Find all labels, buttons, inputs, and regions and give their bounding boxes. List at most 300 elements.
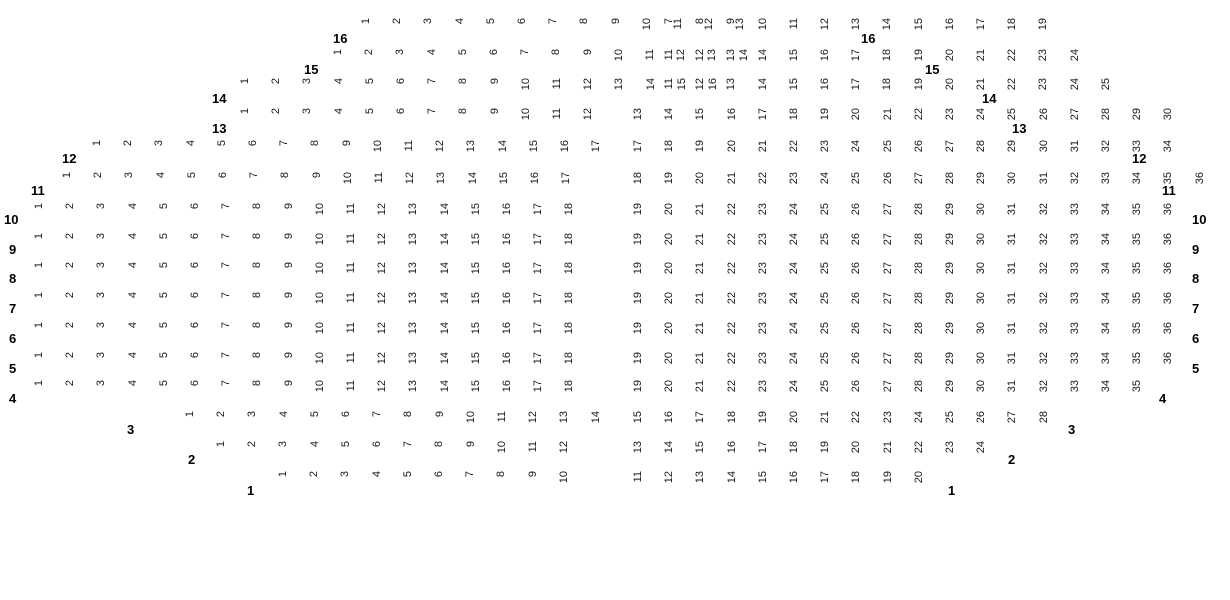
seat[interactable]: 3 (339, 471, 351, 478)
seat[interactable]: 8 (251, 262, 263, 269)
seat[interactable]: 6 (189, 322, 201, 329)
seat[interactable]: 12 (376, 262, 388, 275)
seat[interactable]: 12 (558, 441, 570, 454)
seat[interactable]: 7 (248, 172, 260, 179)
seat[interactable]: 20 (663, 352, 675, 365)
seat[interactable]: 16 (501, 322, 513, 335)
seat[interactable]: 5 (364, 78, 376, 85)
seat[interactable]: 3 (301, 78, 313, 85)
seat[interactable]: 26 (882, 172, 894, 185)
seat[interactable]: 16 (559, 140, 571, 153)
seat[interactable]: 1 (33, 322, 45, 329)
seat[interactable]: 2 (64, 233, 76, 240)
seat[interactable]: 10 (314, 292, 326, 305)
seat[interactable]: 8 (433, 441, 445, 448)
seat[interactable]: 33 (1069, 352, 1081, 365)
seat[interactable]: 29 (944, 322, 956, 335)
seat[interactable]: 22 (726, 292, 738, 305)
seat[interactable]: 8 (251, 322, 263, 329)
seat[interactable]: 6 (488, 49, 500, 56)
seat[interactable]: 4 (426, 49, 438, 56)
seat[interactable]: 27 (882, 380, 894, 393)
seat[interactable]: 12 (434, 140, 446, 153)
seat[interactable]: 24 (788, 233, 800, 246)
seat[interactable]: 15 (528, 140, 540, 153)
seat[interactable]: 14 (757, 78, 769, 91)
seat[interactable]: 24 (1069, 78, 1081, 91)
seat[interactable]: 3 (95, 203, 107, 210)
seat[interactable]: 22 (1006, 49, 1018, 62)
seat[interactable]: 30 (1038, 140, 1050, 153)
seat[interactable]: 10 (520, 108, 532, 121)
seat[interactable]: 12 (582, 78, 594, 91)
seat[interactable]: 2 (122, 140, 134, 147)
seat[interactable]: 14 (467, 172, 479, 185)
seat[interactable]: 4 (127, 322, 139, 329)
seat[interactable]: 12 (376, 322, 388, 335)
seat[interactable]: 13 (407, 322, 419, 335)
seat[interactable]: 11 (551, 108, 563, 120)
seat[interactable]: 8 (457, 78, 469, 85)
seat[interactable]: 15 (676, 78, 688, 91)
seat[interactable]: 1 (239, 78, 251, 85)
seat[interactable]: 17 (532, 322, 544, 335)
seat[interactable]: 25 (819, 380, 831, 393)
seat[interactable]: 16 (501, 352, 513, 365)
seat[interactable]: 21 (694, 292, 706, 305)
seat[interactable]: 15 (913, 18, 925, 31)
seat[interactable]: 8 (495, 471, 507, 478)
seat[interactable]: 6 (189, 352, 201, 359)
seat[interactable]: 16 (944, 18, 956, 31)
seat[interactable]: 35 (1131, 322, 1143, 335)
seat[interactable]: 30 (975, 233, 987, 246)
seat[interactable]: 6 (340, 411, 352, 418)
seat[interactable]: 10 (520, 78, 532, 91)
seat[interactable]: 21 (975, 49, 987, 62)
seat[interactable]: 28 (1038, 411, 1050, 424)
seat[interactable]: 20 (663, 322, 675, 335)
seat[interactable]: 14 (497, 140, 509, 153)
seat[interactable]: 4 (127, 203, 139, 210)
seat[interactable]: 13 (613, 78, 625, 91)
seat[interactable]: 6 (247, 140, 259, 147)
seat[interactable]: 11 (403, 140, 415, 152)
seat[interactable]: 22 (1006, 78, 1018, 91)
seat[interactable]: 2 (391, 18, 403, 25)
seat[interactable]: 10 (496, 441, 508, 454)
seat[interactable]: 16 (819, 78, 831, 91)
seat[interactable]: 18 (788, 108, 800, 121)
seat[interactable]: 2 (92, 172, 104, 179)
seat[interactable]: 11 (496, 411, 508, 423)
seat[interactable]: 7 (278, 140, 290, 147)
seat[interactable]: 13 (632, 441, 644, 454)
seat[interactable]: 11 (345, 233, 357, 245)
seat[interactable]: 31 (1006, 203, 1018, 216)
seat[interactable]: 10 (314, 233, 326, 246)
seat[interactable]: 36 (1162, 352, 1174, 365)
seat[interactable]: 36 (1162, 233, 1174, 246)
seat[interactable]: 21 (694, 262, 706, 275)
seat[interactable]: 8 (251, 233, 263, 240)
seat[interactable]: 31 (1006, 380, 1018, 393)
seat[interactable]: 16 (501, 262, 513, 275)
seat[interactable]: 17 (532, 262, 544, 275)
seat[interactable]: 19 (632, 380, 644, 393)
seat[interactable]: 27 (913, 172, 925, 185)
seat[interactable]: 16 (501, 292, 513, 305)
seat[interactable]: 11 (345, 352, 357, 364)
seat[interactable]: 35 (1131, 203, 1143, 216)
seat[interactable]: 4 (127, 233, 139, 240)
seat[interactable]: 15 (788, 78, 800, 91)
seat[interactable]: 18 (726, 411, 738, 424)
seat[interactable]: 6 (371, 441, 383, 448)
seat[interactable]: 5 (186, 172, 198, 179)
seat[interactable]: 7 (426, 108, 438, 115)
seat[interactable]: 2 (64, 352, 76, 359)
seat[interactable]: 20 (663, 292, 675, 305)
seat[interactable]: 5 (340, 441, 352, 448)
seat[interactable]: 2 (270, 108, 282, 115)
seat[interactable]: 20 (663, 380, 675, 393)
seat[interactable]: 16 (501, 203, 513, 216)
seat[interactable]: 4 (454, 18, 466, 25)
seat[interactable]: 2 (363, 49, 375, 56)
seat[interactable]: 25 (819, 203, 831, 216)
seat[interactable]: 29 (944, 262, 956, 275)
seat[interactable]: 5 (485, 18, 497, 25)
seat[interactable]: 35 (1131, 262, 1143, 275)
seat[interactable]: 1 (33, 292, 45, 299)
seat[interactable]: 4 (278, 411, 290, 418)
seat[interactable]: 22 (726, 262, 738, 275)
seat[interactable]: 9 (725, 18, 737, 25)
seat[interactable]: 35 (1162, 172, 1174, 185)
seat[interactable]: 20 (663, 262, 675, 275)
seat[interactable]: 20 (726, 140, 738, 153)
seat[interactable]: 36 (1162, 262, 1174, 275)
seat[interactable]: 17 (694, 411, 706, 424)
seat[interactable]: 4 (155, 172, 167, 179)
seat[interactable]: 11 (672, 18, 684, 30)
seat[interactable]: 19 (632, 262, 644, 275)
seat[interactable]: 5 (402, 471, 414, 478)
seat[interactable]: 6 (395, 108, 407, 115)
seat[interactable]: 20 (694, 172, 706, 185)
seat[interactable]: 2 (64, 292, 76, 299)
seat[interactable]: 16 (501, 380, 513, 393)
seat[interactable]: 36 (1194, 172, 1206, 185)
seat[interactable]: 23 (757, 262, 769, 275)
seat[interactable]: 32 (1038, 352, 1050, 365)
seat[interactable]: 34 (1100, 203, 1112, 216)
seat[interactable]: 35 (1131, 292, 1143, 305)
seat[interactable]: 5 (158, 380, 170, 387)
seat[interactable]: 23 (757, 292, 769, 305)
seat[interactable]: 20 (788, 411, 800, 424)
seat[interactable]: 15 (694, 108, 706, 121)
seat[interactable]: 17 (532, 380, 544, 393)
seat[interactable]: 29 (1006, 140, 1018, 153)
seat[interactable]: 27 (1006, 411, 1018, 424)
seat[interactable]: 7 (220, 233, 232, 240)
seat[interactable]: 33 (1069, 322, 1081, 335)
seat[interactable]: 30 (975, 292, 987, 305)
seat[interactable]: 7 (220, 380, 232, 387)
seat[interactable]: 32 (1038, 233, 1050, 246)
seat[interactable]: 8 (309, 140, 321, 147)
seat[interactable]: 17 (532, 203, 544, 216)
seat[interactable]: 11 (345, 322, 357, 334)
seat[interactable]: 7 (220, 352, 232, 359)
seat[interactable]: 8 (457, 108, 469, 115)
seat[interactable]: 1 (33, 233, 45, 240)
seat[interactable]: 14 (726, 471, 738, 484)
seat[interactable]: 20 (850, 108, 862, 121)
seat[interactable]: 24 (788, 352, 800, 365)
seat[interactable]: 28 (913, 292, 925, 305)
seat[interactable]: 18 (788, 441, 800, 454)
seat[interactable]: 5 (309, 411, 321, 418)
seat[interactable]: 26 (975, 411, 987, 424)
seat[interactable]: 25 (1006, 108, 1018, 121)
seat[interactable]: 13 (558, 411, 570, 424)
seat[interactable]: 14 (439, 292, 451, 305)
seat[interactable]: 20 (663, 203, 675, 216)
seat[interactable]: 24 (913, 411, 925, 424)
seat[interactable]: 17 (975, 18, 987, 31)
seat[interactable]: 18 (663, 140, 675, 153)
seat[interactable]: 31 (1006, 352, 1018, 365)
seat[interactable]: 8 (578, 18, 590, 25)
seat[interactable]: 21 (694, 380, 706, 393)
seat[interactable]: 3 (246, 411, 258, 418)
seat[interactable]: 10 (465, 411, 477, 424)
seat[interactable]: 18 (563, 292, 575, 305)
seat[interactable]: 3 (95, 262, 107, 269)
seat[interactable]: 15 (470, 262, 482, 275)
seat[interactable]: 3 (301, 108, 313, 115)
seat[interactable]: 9 (527, 471, 539, 478)
seat[interactable]: 23 (944, 108, 956, 121)
seat[interactable]: 29 (944, 203, 956, 216)
seat[interactable]: 17 (560, 172, 572, 185)
seat[interactable]: 4 (127, 262, 139, 269)
seat[interactable]: 21 (694, 203, 706, 216)
seat[interactable]: 3 (153, 140, 165, 147)
seat[interactable]: 6 (433, 471, 445, 478)
seat[interactable]: 13 (632, 108, 644, 121)
seat[interactable]: 13 (407, 203, 419, 216)
seat[interactable]: 27 (882, 322, 894, 335)
seat[interactable]: 22 (913, 108, 925, 121)
seat[interactable]: 15 (694, 441, 706, 454)
seat[interactable]: 22 (913, 441, 925, 454)
seat[interactable]: 14 (757, 49, 769, 62)
seat[interactable]: 30 (975, 262, 987, 275)
seat[interactable]: 3 (95, 380, 107, 387)
seat[interactable]: 20 (850, 441, 862, 454)
seat[interactable]: 24 (1069, 49, 1081, 62)
seat[interactable]: 11 (345, 380, 357, 392)
seat[interactable]: 11 (788, 18, 800, 30)
seat[interactable]: 4 (127, 352, 139, 359)
seat[interactable]: 36 (1162, 322, 1174, 335)
seat[interactable]: 3 (422, 18, 434, 25)
seat[interactable]: 33 (1069, 203, 1081, 216)
seat[interactable]: 19 (632, 233, 644, 246)
seat[interactable]: 24 (788, 292, 800, 305)
seat[interactable]: 12 (376, 292, 388, 305)
seat[interactable]: 31 (1006, 262, 1018, 275)
seat[interactable]: 11 (345, 262, 357, 274)
seat[interactable]: 33 (1069, 262, 1081, 275)
seat[interactable]: 29 (975, 172, 987, 185)
seat[interactable]: 16 (819, 49, 831, 62)
seat[interactable]: 35 (1131, 233, 1143, 246)
seat[interactable]: 4 (185, 140, 197, 147)
seat[interactable]: 15 (498, 172, 510, 185)
seat[interactable]: 18 (563, 233, 575, 246)
seat[interactable]: 33 (1100, 172, 1112, 185)
seat[interactable]: 15 (470, 292, 482, 305)
seat[interactable]: 32 (1038, 292, 1050, 305)
seat[interactable]: 7 (220, 292, 232, 299)
seat[interactable]: 19 (913, 78, 925, 91)
seat[interactable]: 16 (529, 172, 541, 185)
seat[interactable]: 11 (663, 78, 675, 90)
seat[interactable]: 12 (376, 380, 388, 393)
seat[interactable]: 17 (632, 140, 644, 153)
seat[interactable]: 23 (757, 233, 769, 246)
seat[interactable]: 18 (881, 49, 893, 62)
seat[interactable]: 25 (819, 352, 831, 365)
seat[interactable]: 28 (913, 262, 925, 275)
seat[interactable]: 16 (726, 441, 738, 454)
seat[interactable]: 12 (819, 18, 831, 31)
seat[interactable]: 6 (395, 78, 407, 85)
seat[interactable]: 19 (632, 292, 644, 305)
seat[interactable]: 13 (407, 262, 419, 275)
seat[interactable]: 7 (519, 49, 531, 56)
seat[interactable]: 1 (91, 140, 103, 147)
seat[interactable]: 34 (1100, 262, 1112, 275)
seat[interactable]: 1 (332, 49, 344, 56)
seat[interactable]: 14 (439, 380, 451, 393)
seat[interactable]: 25 (819, 322, 831, 335)
seat[interactable]: 18 (563, 380, 575, 393)
seat[interactable]: 8 (402, 411, 414, 418)
seat[interactable]: 20 (944, 49, 956, 62)
seat[interactable]: 15 (788, 49, 800, 62)
seat[interactable]: 16 (726, 108, 738, 121)
seat[interactable]: 19 (757, 411, 769, 424)
seat[interactable]: 25 (1100, 78, 1112, 91)
seat[interactable]: 11 (632, 471, 644, 483)
seat[interactable]: 13 (706, 49, 718, 62)
seat[interactable]: 19 (882, 471, 894, 484)
seat[interactable]: 1 (239, 108, 251, 115)
seat[interactable]: 1 (184, 411, 196, 418)
seat[interactable]: 6 (217, 172, 229, 179)
seat[interactable]: 32 (1038, 203, 1050, 216)
seat[interactable]: 22 (788, 140, 800, 153)
seat[interactable]: 24 (819, 172, 831, 185)
seat[interactable]: 34 (1100, 380, 1112, 393)
seat[interactable]: 7 (547, 18, 559, 25)
seat[interactable]: 9 (283, 233, 295, 240)
seat[interactable]: 15 (470, 352, 482, 365)
seat[interactable]: 23 (1037, 78, 1049, 91)
seat[interactable]: 25 (819, 262, 831, 275)
seat[interactable]: 25 (944, 411, 956, 424)
seat[interactable]: 2 (64, 203, 76, 210)
seat[interactable]: 17 (819, 471, 831, 484)
seat[interactable]: 12 (376, 352, 388, 365)
seat[interactable]: 23 (757, 203, 769, 216)
seat[interactable]: 2 (270, 78, 282, 85)
seat[interactable]: 26 (913, 140, 925, 153)
seat[interactable]: 17 (532, 292, 544, 305)
seat[interactable]: 5 (216, 140, 228, 147)
seat[interactable]: 34 (1100, 322, 1112, 335)
seat[interactable]: 10 (757, 18, 769, 31)
seat[interactable]: 32 (1038, 380, 1050, 393)
seat[interactable]: 29 (944, 292, 956, 305)
seat[interactable]: 31 (1006, 322, 1018, 335)
seat[interactable]: 19 (694, 140, 706, 153)
seat[interactable]: 28 (975, 140, 987, 153)
seat[interactable]: 20 (944, 78, 956, 91)
seat[interactable]: 12 (663, 471, 675, 484)
seat[interactable]: 24 (788, 203, 800, 216)
seat[interactable]: 3 (95, 322, 107, 329)
seat[interactable]: 25 (850, 172, 862, 185)
seat[interactable]: 26 (1038, 108, 1050, 121)
seat[interactable]: 15 (470, 322, 482, 335)
seat[interactable]: 29 (944, 233, 956, 246)
seat[interactable]: 7 (220, 262, 232, 269)
seat[interactable]: 1 (33, 352, 45, 359)
seat[interactable]: 10 (342, 172, 354, 185)
seat[interactable]: 14 (738, 49, 750, 62)
seat[interactable]: 19 (819, 108, 831, 121)
seat[interactable]: 17 (532, 352, 544, 365)
seat[interactable]: 30 (1006, 172, 1018, 185)
seat[interactable]: 17 (590, 140, 602, 153)
seat[interactable]: 16 (707, 78, 719, 91)
seat[interactable]: 17 (850, 78, 862, 91)
seat[interactable]: 28 (1100, 108, 1112, 121)
seat[interactable]: 11 (345, 203, 357, 215)
seat[interactable]: 21 (757, 140, 769, 153)
seat[interactable]: 26 (850, 233, 862, 246)
seat[interactable]: 8 (251, 352, 263, 359)
seat[interactable]: 8 (550, 49, 562, 56)
seat[interactable]: 10 (314, 322, 326, 335)
seat[interactable]: 10 (314, 203, 326, 216)
seat[interactable]: 26 (850, 380, 862, 393)
seat[interactable]: 5 (158, 203, 170, 210)
seat[interactable]: 14 (645, 78, 657, 91)
seat[interactable]: 27 (882, 233, 894, 246)
seat[interactable]: 19 (632, 322, 644, 335)
seat[interactable]: 9 (582, 49, 594, 56)
seat[interactable]: 15 (470, 203, 482, 216)
seat[interactable]: 8 (279, 172, 291, 179)
